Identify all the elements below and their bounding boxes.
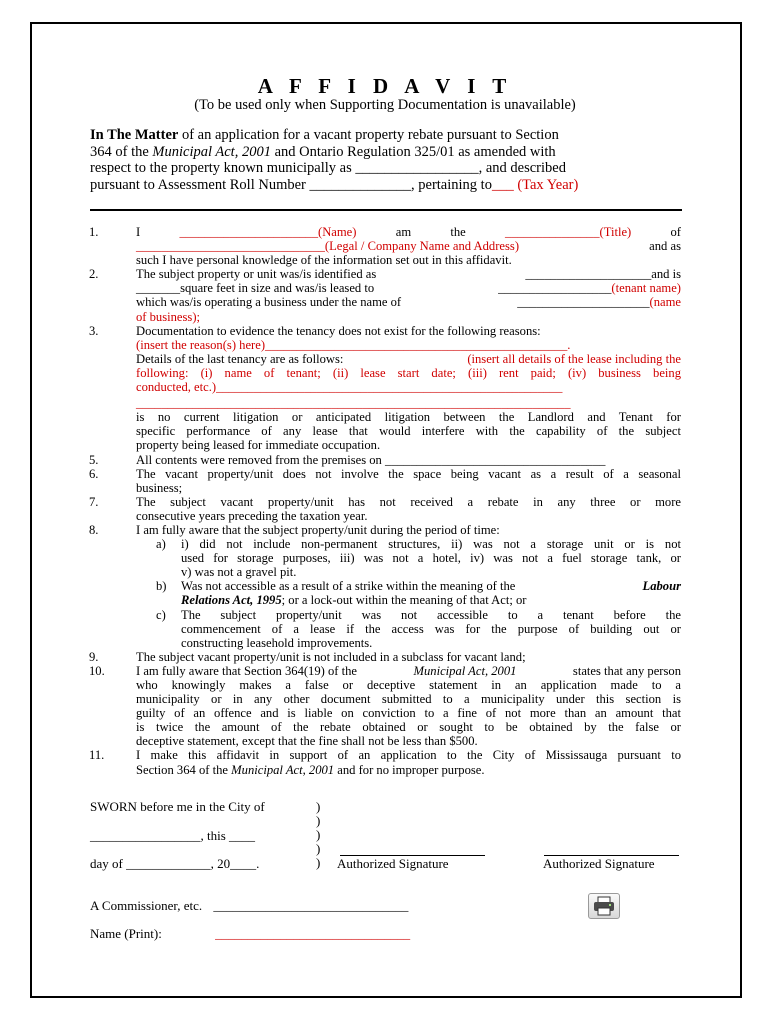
item-number: 2. <box>89 267 99 282</box>
intro-line: respect to the property known municipally as _________________, and described <box>90 160 566 176</box>
item-number: 5. <box>89 452 99 467</box>
item-text: The subject vacant property/unit has not received a rebate in any three or more <box>136 494 681 509</box>
act-name: Municipal Act, 2001 <box>152 143 271 160</box>
name-print-field[interactable]: ______________________________ <box>215 926 411 941</box>
sub-item-letter: c) <box>156 607 166 622</box>
item-text: Documentation to evidence the tenancy does not exist for the following reasons: <box>136 323 541 338</box>
item-text: am <box>395 225 412 239</box>
item-number: 11. <box>89 748 105 763</box>
item-text: I am fully aware that the subject property/unit during the period of time: <box>136 522 500 537</box>
item-text: Section 364 of the <box>136 762 228 777</box>
item-text: of <box>670 225 681 239</box>
item-number: 7. <box>89 494 99 509</box>
sub-item-a <box>136 537 681 579</box>
date-blank[interactable]: ___________________________________ <box>385 452 606 467</box>
title-blank[interactable]: _______________ <box>505 225 600 239</box>
intro-line: 364 of the <box>90 143 149 160</box>
item-number: 10. <box>89 663 105 678</box>
print-button[interactable] <box>588 893 620 919</box>
list-item <box>89 267 681 323</box>
sub-item-c <box>136 608 681 650</box>
lease-details-label: (insert all details of the lease including the <box>467 351 681 366</box>
business-name-label: (name <box>649 295 681 310</box>
item-text: The subject property/unit was not accessible to a tenant before the <box>181 607 681 622</box>
name-print-row <box>90 926 410 942</box>
list-item <box>89 664 681 749</box>
commissioner-row <box>90 898 408 914</box>
item-text: who knowingly makes a false or deceptive statement in an application made to a <box>136 678 681 692</box>
item-text: i) did not include non-permanent structures, ii) was not a storage unit or is not <box>181 537 681 552</box>
affidavit-items <box>89 225 681 777</box>
item-text: property being leased for immediate occupation. <box>136 438 381 453</box>
name-label: (Name) <box>318 225 357 239</box>
commissioner-field[interactable]: ______________________________ <box>213 898 409 913</box>
intro-paragraph <box>90 127 680 193</box>
intro-line: and Ontario Regulation 325/01 as amended with <box>274 143 556 160</box>
list-item <box>89 225 681 267</box>
item-text: is no current litigation or anticipated litigation between the Landlord and Tenant for <box>136 410 681 425</box>
item-text: is twice the amount of the rebate obtained or sought to be obtained by the false or <box>136 720 681 735</box>
list-item <box>89 650 681 664</box>
lease-details-field[interactable]: _____________________________________________________________________ <box>136 396 571 411</box>
sub-item-letter: a) <box>156 537 166 552</box>
divider <box>90 209 682 211</box>
item-text: The vacant property/unit does not involve the space being vacant as a result of a seasonal <box>136 466 681 481</box>
item-number: 8. <box>89 522 99 537</box>
item-text: constructing leasehold improvements. <box>181 635 373 650</box>
sworn-day-field[interactable]: day of _____________, 20____. <box>90 856 260 871</box>
business-name-label: of business); <box>136 309 201 324</box>
item-text: I make this affidavit in support of an application to the City of Mississauga pursuant to <box>136 748 681 763</box>
authorized-signature-label: Authorized Signature <box>337 856 449 871</box>
bracket: ) <box>316 813 321 828</box>
tax-year-blank[interactable]: ___ <box>491 176 514 193</box>
intro-line: pursuant to Assessment Roll Number ______________, pertaining to <box>90 176 492 193</box>
list-item <box>89 324 681 411</box>
item-text: and for no improper purpose. <box>337 762 485 777</box>
item-number: 6. <box>89 466 99 481</box>
item-text: and as <box>649 239 681 254</box>
item-number: 3. <box>89 323 99 338</box>
list-item <box>89 453 681 467</box>
list-item <box>89 748 681 776</box>
lease-details-label: following: (i) name of tenant; (ii) lease start date; (iii) rent paid; (iv) business being <box>136 365 681 380</box>
item-text: commencement of a lease if the access was for the purpose of building out or <box>181 621 681 636</box>
sworn-city-label: SWORN before me in the City of <box>90 799 265 814</box>
bracket: ) <box>316 827 321 842</box>
legal-name-label: (Legal / Company Name and Address) <box>324 239 520 254</box>
title-label: (Title) <box>599 225 632 239</box>
printer-icon <box>589 894 619 918</box>
legal-name-blank[interactable]: ______________________________ <box>136 239 325 254</box>
intro-lead: In The Matter <box>90 127 179 143</box>
document-title: A F F I D A V I T <box>257 74 513 98</box>
tax-year-label: (Tax Year) <box>517 176 579 193</box>
name-print-label: Name (Print): <box>90 926 162 941</box>
item-text: The subject property or unit was/is identified as <box>136 267 377 282</box>
sub-item-b <box>136 579 681 607</box>
list-item <box>89 467 681 495</box>
business-name-blank[interactable]: _____________________ <box>517 295 650 310</box>
list-item <box>89 495 681 523</box>
item-text: deceptive statement, except that the fine shall not be less than $500. <box>136 734 478 749</box>
item-text: v) was not a gravel pit. <box>181 565 297 580</box>
item-text: I am fully aware that Section 364(19) of the <box>136 663 358 678</box>
tenant-blank[interactable]: __________________ <box>498 281 612 296</box>
item-text: ; or a lock-out within the meaning of that Act; or <box>281 593 527 608</box>
item-text: consecutive years preceding the taxation year. <box>136 508 368 523</box>
item-text: such I have personal knowledge of the information set out in this affidavit. <box>136 253 512 268</box>
sworn-date-field[interactable]: _________________, this ____ <box>90 828 256 843</box>
item-text: Was not accessible as a result of a strike within the meaning of the <box>181 579 516 594</box>
name-blank[interactable]: ______________________ <box>179 225 318 239</box>
act-name: Municipal Act, 2001 <box>413 663 517 678</box>
item-text: guilty of an offence and is liable on conviction to a fine of not more than an amount that <box>136 706 681 721</box>
act-name: Labour <box>642 579 681 594</box>
bracket: ) <box>316 799 321 814</box>
item-text: ____________________and is <box>525 267 681 282</box>
list-item <box>89 523 681 537</box>
item-text: the <box>450 225 466 239</box>
item-number: 9. <box>89 649 99 664</box>
act-name: Relations Act, 1995 <box>181 593 282 608</box>
commissioner-label: A Commissioner, etc. <box>90 898 203 913</box>
authorized-signature-label: Authorized Signature <box>543 856 655 871</box>
item-text: _______square feet in size and was/is leased to <box>136 281 375 296</box>
sub-item-letter: b) <box>156 579 167 594</box>
item-text: The subject vacant property/unit is not included in a subclass for vacant land; <box>136 649 526 664</box>
item-text: business; <box>136 480 183 495</box>
item-text: which was/is operating a business under the name of <box>136 295 402 310</box>
item-text: Details of the last tenancy are as follows: <box>136 351 344 366</box>
act-name: Municipal Act, 2001 <box>231 762 335 777</box>
tenant-label: (tenant name) <box>611 281 681 296</box>
lease-details-field[interactable]: conducted, etc.)_______________________________________________________ <box>136 380 563 395</box>
item-text: I <box>136 225 141 239</box>
item-text: states that any person <box>572 663 681 678</box>
item-text: specific performance of any lease that would interfere with the capability of the subject <box>136 424 681 439</box>
item-text: used for storage purposes, iii) was not a hotel, iv) was not a fuel storage tank, or <box>181 551 681 566</box>
reasons-field[interactable]: (insert the reason(s) here)________________________________________________. <box>136 337 571 352</box>
bracket: ) <box>316 855 321 870</box>
list-item <box>89 410 681 452</box>
item-text: municipality or in any other document submitted to a municipality under this section is <box>136 692 681 707</box>
bracket: ) <box>316 841 321 856</box>
item-text: All contents were removed from the premises on <box>136 452 382 467</box>
intro-line: of an application for a vacant property rebate pursuant to Section <box>181 127 559 143</box>
document-subtitle: (To be used only when Supporting Documentation is unavailable) <box>194 97 576 113</box>
item-number: 1. <box>89 225 99 239</box>
